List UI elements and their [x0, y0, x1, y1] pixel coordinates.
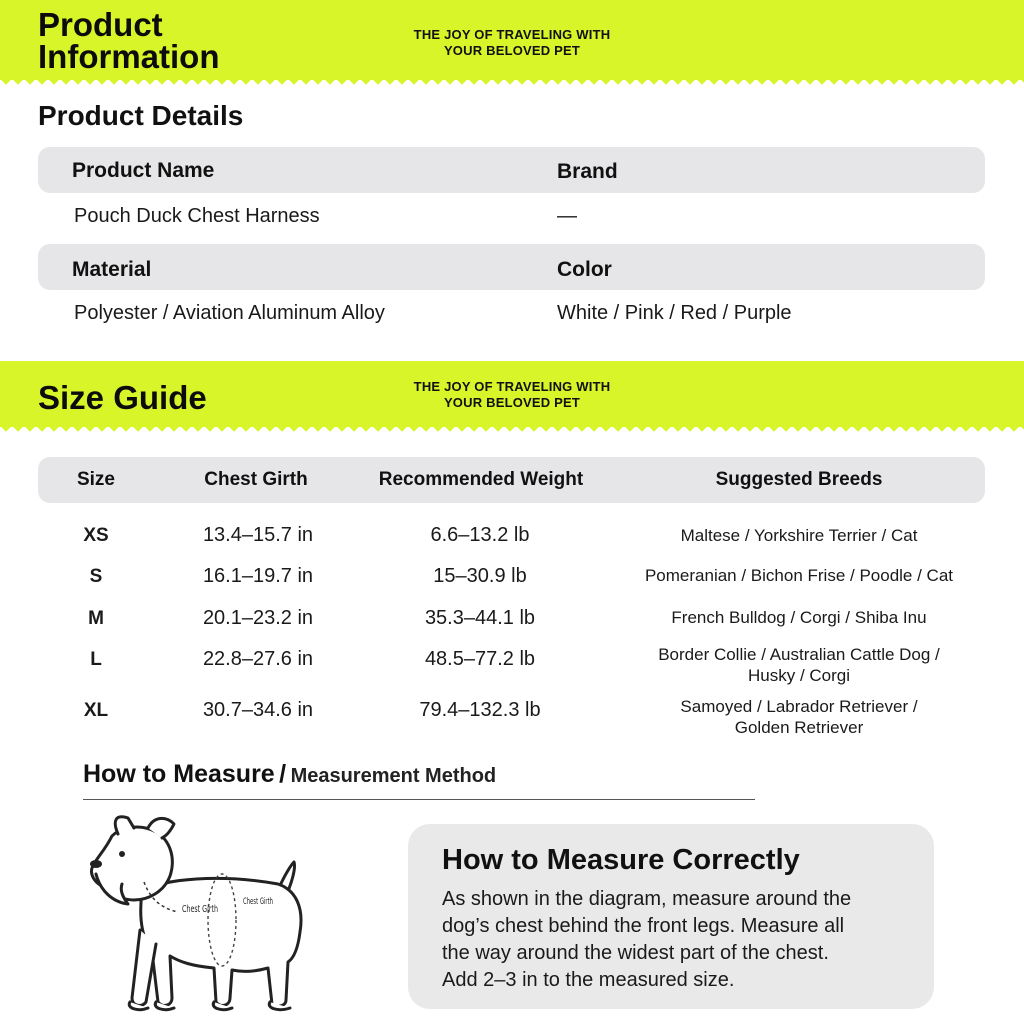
- card-body-line: As shown in the diagram, measure around the: [442, 888, 852, 910]
- header-tagline: [380, 27, 644, 59]
- page-title-line1: Product: [38, 6, 163, 43]
- size-guide-title: Size Guide: [38, 379, 207, 416]
- table-cell-weight: 48.5–77.2 lb: [424, 648, 536, 670]
- table-cell-girth: 16.1–19.7 in: [202, 565, 314, 587]
- table-cell-breeds: [609, 696, 989, 738]
- material-label: Material: [72, 258, 152, 281]
- how-to-measure-title: How to Measure: [83, 760, 275, 788]
- dog-diagram-illustration: [82, 812, 342, 1017]
- title-separator: /: [279, 760, 287, 788]
- table-cell-weight: 15–30.9 lb: [433, 565, 527, 587]
- breeds-line: Border Collie / Australian Cattle Dog /: [658, 645, 940, 664]
- divider-line: [83, 799, 755, 800]
- diagram-label-chest-girth: Chest Girth: [182, 904, 218, 915]
- how-to-measure-subtitle: Measurement Method: [290, 765, 497, 787]
- table-cell-breeds: [609, 607, 989, 628]
- material-value: Polyester / Aviation Aluminum Alloy: [74, 302, 385, 324]
- table-cell-girth: 22.8–27.6 in: [202, 648, 314, 670]
- table-cell-girth: 13.4–15.7 in: [202, 524, 314, 546]
- size-guide-tagline: [380, 379, 644, 411]
- table-cell-girth: 20.1–23.2 in: [202, 607, 314, 629]
- column-header-chest-girth: Chest Girth: [204, 469, 308, 490]
- breeds-line: Samoyed / Labrador Retriever /: [680, 697, 918, 716]
- column-header-breeds: Suggested Breeds: [715, 469, 883, 490]
- card-body: [442, 886, 912, 994]
- table-cell-weight: 35.3–44.1 lb: [424, 607, 536, 629]
- column-header-size: Size: [76, 469, 116, 490]
- table-cell-size: XS: [83, 525, 109, 546]
- table-cell-size: S: [89, 566, 103, 587]
- product-name-value: Pouch Duck Chest Harness: [74, 205, 320, 227]
- zigzag-edge: [0, 426, 1024, 437]
- table-cell-size: XL: [83, 700, 109, 721]
- zigzag-edge: [0, 79, 1024, 90]
- brand-value: —: [557, 205, 577, 227]
- tagline-line2: YOUR BELOVED PET: [443, 395, 581, 410]
- table-cell-weight: 6.6–13.2 lb: [430, 524, 530, 546]
- card-title: How to Measure Correctly: [442, 844, 800, 876]
- breeds-line: French Bulldog / Corgi / Shiba Inu: [671, 608, 927, 627]
- breeds-line: Maltese / Yorkshire Terrier / Cat: [680, 526, 918, 545]
- tagline-line1: THE JOY OF TRAVELING WITH: [413, 379, 611, 394]
- tagline-line2: YOUR BELOVED PET: [443, 43, 581, 58]
- details-header-bar-2: [38, 244, 985, 290]
- breeds-line: Pomeranian / Bichon Frise / Poodle / Cat: [644, 566, 954, 585]
- table-cell-size: L: [90, 649, 102, 670]
- card-body-line: the way around the widest part of the chest.: [442, 942, 829, 964]
- table-cell-girth: 30.7–34.6 in: [202, 699, 314, 721]
- table-cell-size: M: [88, 608, 104, 629]
- table-cell-weight: 79.4–132.3 lb: [419, 699, 541, 721]
- product-name-label: Product Name: [72, 159, 215, 182]
- page-title-line2: Information: [38, 38, 220, 75]
- product-details-heading: Product Details: [38, 100, 244, 131]
- color-label: Color: [557, 258, 612, 281]
- column-header-weight: Recommended Weight: [378, 469, 584, 490]
- table-cell-breeds: [609, 644, 989, 686]
- card-body-line: dog’s chest behind the front legs. Measure all: [442, 915, 845, 937]
- how-to-measure-heading: [83, 760, 496, 789]
- table-cell-breeds: [609, 565, 989, 586]
- breeds-line: Husky / Corgi: [747, 666, 851, 685]
- brand-label: Brand: [557, 160, 618, 183]
- card-body-line: Add 2–3 in to the measured size.: [442, 969, 735, 991]
- diagram-label-chest-girth-2: Chest Girth: [243, 897, 273, 907]
- tagline-line1: THE JOY OF TRAVELING WITH: [413, 27, 611, 42]
- breeds-line: Golden Retriever: [734, 718, 864, 737]
- table-cell-breeds: [609, 525, 989, 546]
- measure-instructions-card: [408, 824, 934, 1009]
- color-value: White / Pink / Red / Purple: [557, 302, 792, 324]
